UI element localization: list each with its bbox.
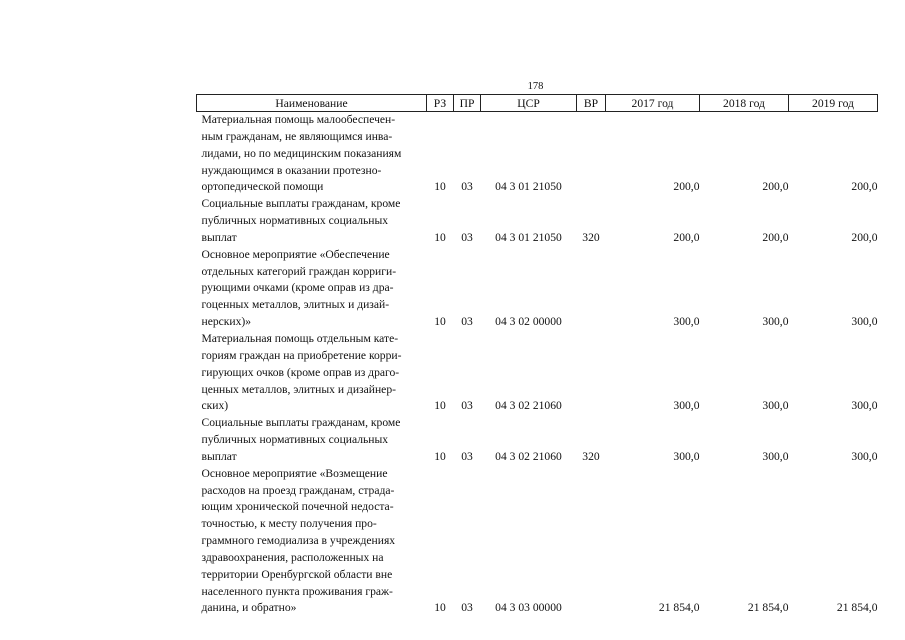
- name-line: публичных нормативных социальных: [201, 433, 389, 447]
- row-value-2017: 200,0: [673, 230, 700, 244]
- header-year-2018: 2018 год: [700, 95, 789, 112]
- row-vr: 320: [582, 449, 600, 463]
- header-csr: ЦСР: [481, 95, 577, 112]
- name-line: нуждающимся в оказании протезно-: [201, 163, 382, 177]
- table-body: [197, 112, 878, 618]
- row-value-2018: 200,0: [762, 180, 789, 194]
- row-rz: 10: [434, 449, 446, 463]
- name-line: населенного пункта проживания граж-: [201, 584, 393, 598]
- name-line: граммного гемодиализа в учреждениях: [201, 534, 396, 548]
- name-line: ских): [201, 399, 229, 413]
- row-csr: 04 3 03 00000: [495, 601, 562, 615]
- name-line: здравоохранения, расположенных на: [201, 550, 384, 564]
- name-line: ортопедической помощи: [201, 180, 324, 194]
- header-rz: РЗ: [427, 95, 454, 112]
- name-line: гоценных металлов, элитных и дизай-: [201, 298, 390, 312]
- row-name: [197, 247, 427, 331]
- row-value-2019: 21 854,0: [836, 601, 878, 615]
- name-line: Основное мероприятие «Обеспечение: [201, 247, 390, 261]
- page-number: 178: [527, 81, 544, 92]
- row-value-2017: 21 854,0: [658, 601, 700, 615]
- name-line: Социальные выплаты гражданам, кроме: [201, 416, 401, 430]
- row-value-2017: 300,0: [673, 399, 700, 413]
- row-value-2019: 300,0: [851, 399, 878, 413]
- header-vr: ВР: [577, 95, 606, 112]
- name-line: отдельных категорий граждан корриги-: [201, 264, 397, 278]
- row-vr: 320: [582, 230, 600, 244]
- row-vr: [577, 247, 606, 331]
- row-name: [197, 196, 427, 247]
- row-value-2019: 200,0: [851, 180, 878, 194]
- row-csr: 04 3 02 21060: [495, 449, 562, 463]
- row-rz: 10: [434, 399, 446, 413]
- table-row: [197, 247, 878, 331]
- row-pr: 03: [461, 601, 473, 615]
- header-name: Наименование: [197, 95, 427, 112]
- row-csr: 04 3 01 21050: [495, 180, 562, 194]
- row-value-2017: 200,0: [673, 180, 700, 194]
- row-name: [197, 415, 427, 466]
- name-line: ценных металлов, элитных и дизайнер-: [201, 382, 396, 396]
- row-name: [197, 466, 427, 618]
- row-value-2017: 300,0: [673, 315, 700, 329]
- row-value-2018: 300,0: [762, 449, 789, 463]
- table-row: [197, 331, 878, 415]
- row-value-2018: 300,0: [762, 399, 789, 413]
- row-value-2017: 300,0: [673, 449, 700, 463]
- row-name: [197, 331, 427, 415]
- name-line: территории Оренбургской области вне: [201, 567, 393, 581]
- header-pr: ПР: [454, 95, 481, 112]
- name-line: Материальная помощь малообеспечен-: [201, 113, 396, 126]
- table-row: [197, 196, 878, 247]
- name-line: рующими очками (кроме оправ из дра-: [201, 281, 394, 295]
- row-value-2019: 200,0: [851, 230, 878, 244]
- row-rz: 10: [434, 180, 446, 194]
- name-line: ющим хронической почечной недоста-: [201, 500, 394, 514]
- row-value-2019: 300,0: [851, 315, 878, 329]
- name-line: лидами, но по медицинским показаниям: [201, 146, 402, 160]
- row-pr: 03: [461, 399, 473, 413]
- row-value-2018: 200,0: [762, 230, 789, 244]
- table-row: [197, 415, 878, 466]
- row-vr: [577, 331, 606, 415]
- row-value-2018: 21 854,0: [747, 601, 789, 615]
- row-csr: 04 3 02 21060: [495, 399, 562, 413]
- row-pr: 03: [461, 230, 473, 244]
- row-name: [197, 112, 427, 197]
- name-line: выплат: [201, 449, 237, 463]
- row-pr: 03: [461, 315, 473, 329]
- row-vr: [577, 466, 606, 618]
- table-row: [197, 112, 878, 197]
- header-row: [197, 95, 878, 112]
- row-csr: 04 3 01 21050: [495, 230, 562, 244]
- name-line: нерских)»: [201, 315, 252, 329]
- row-pr: 03: [461, 180, 473, 194]
- row-value-2018: 300,0: [762, 315, 789, 329]
- row-csr: 04 3 02 00000: [495, 315, 562, 329]
- budget-table: [196, 94, 878, 617]
- row-vr: [577, 112, 606, 197]
- row-rz: 10: [434, 601, 446, 615]
- name-line: Материальная помощь отдельным кате-: [201, 331, 399, 345]
- name-line: публичных нормативных социальных: [201, 214, 389, 228]
- row-value-2019: 300,0: [851, 449, 878, 463]
- name-line: Социальные выплаты гражданам, кроме: [201, 197, 401, 211]
- row-pr: 03: [461, 449, 473, 463]
- row-rz: 10: [434, 315, 446, 329]
- name-line: ным гражданам, не являющимся инва-: [201, 129, 393, 143]
- row-rz: 10: [434, 230, 446, 244]
- name-line: данина, и обратно»: [201, 601, 297, 615]
- name-line: гирующих очков (кроме оправ из драго-: [201, 365, 400, 379]
- name-line: расходов на проезд гражданам, страда-: [201, 483, 395, 497]
- name-line: выплат: [201, 230, 237, 244]
- name-line: гориям граждан на приобретение корри-: [201, 348, 402, 362]
- table-header: [197, 95, 878, 112]
- header-year-2017: 2017 год: [606, 95, 700, 112]
- name-line: точностью, к месту получения про-: [201, 517, 377, 531]
- header-year-2019: 2019 год: [789, 95, 878, 112]
- table-row: [197, 466, 878, 618]
- name-line: Основное мероприятие «Возмещение: [201, 466, 388, 480]
